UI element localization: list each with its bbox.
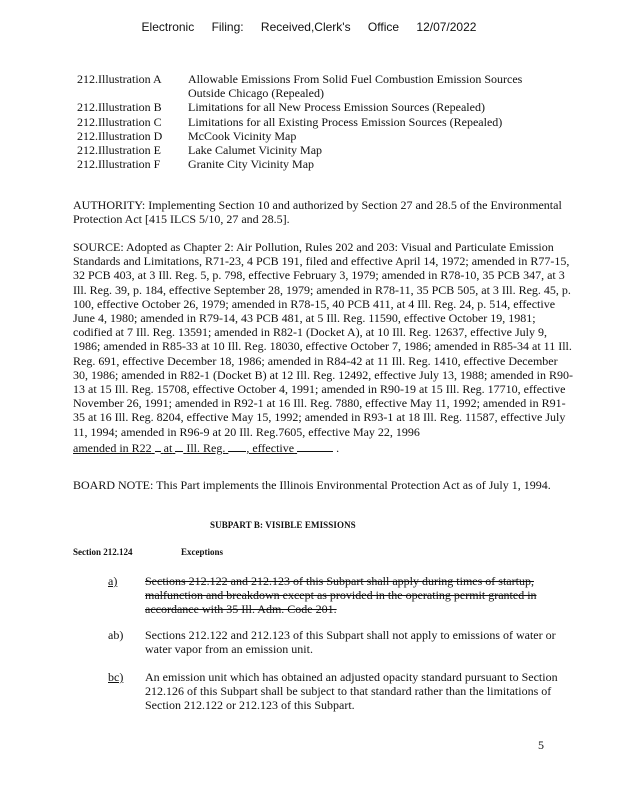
illustration-list (77, 72, 528, 171)
illustration-id: 212.Illustration D (77, 128, 163, 143)
page-number: 5 (538, 738, 544, 752)
source-paragraph (73, 240, 573, 455)
amend-at: at (163, 440, 173, 455)
illustration-row (77, 100, 528, 114)
illustration-row (77, 72, 528, 100)
section-number: Section 212.124 (73, 547, 133, 557)
illustration-row (77, 143, 528, 157)
header-label-received: Received,Clerk's (260, 20, 351, 34)
illustration-row (77, 115, 528, 129)
item-text: Sections 212.122 and 212.123 of this Subpart shall not apply to emissions of water or water vapor from an emission unit. (145, 628, 556, 657)
amend-reg: Ill. Reg. (186, 440, 226, 455)
illustration-row (77, 129, 528, 143)
board-note: BOARD NOTE: This Part implements the Illinois Environmental Protection Act as of July 1, 1994. (73, 478, 551, 492)
exception-item (108, 670, 578, 713)
illustration-row (77, 157, 528, 171)
item-text-struck: Sections 212.122 and 212.123 of this Subpart shall apply during times of startup, malfunction and breakdown except as provided in the operating permit granted in accordance with 35 Ill. Adm. Code 201. (145, 574, 537, 617)
illustration-desc: Granite City Vicinity Map (188, 157, 315, 172)
item-label: a) (108, 574, 118, 588)
exception-item (108, 574, 578, 617)
illustration-id: 212.Illustration F (77, 157, 161, 172)
header-label-office: Office (367, 20, 400, 34)
amend-blank (228, 439, 246, 452)
amend-prefix: amended in R22 (73, 440, 152, 455)
illustration-desc: Limitations for all New Process Emission Sources (Repealed) (188, 100, 485, 115)
amend-blank (297, 439, 333, 452)
illustration-id: 212.Illustration B (77, 100, 162, 115)
item-label: bc) (108, 670, 124, 684)
illustration-desc: Allowable Emissions From Solid Fuel Combustion Emission Sources Outside Chicago (Repealed) (188, 72, 523, 101)
illustration-desc: McCook Vicinity Map (188, 128, 297, 143)
authority-paragraph: AUTHORITY: Implementing Section 10 and authorized by Section 27 and 28.5 of the Environmental Protection Act [415 ILCS 5/10, 27 and 28.5]. (73, 198, 562, 227)
illustration-id: 212.Illustration E (77, 143, 161, 158)
header-label-filing: Filing: (211, 20, 244, 34)
source-history: SOURCE: Adopted as Chapter 2: Air Pollution, Rules 202 and 203: Visual and Particulate Emission Standards and Limitations, R71-23, 4 PCB 191, filed and effective April 14, 1972; amended in R77-15, 32 PCB 403, at 3 Ill. Reg. 5, p. 798, effective February 3, 1979; amended in R78-10, 35 PCB 347, at 3 Ill. Reg. 39, p. 184, effective September 28, 1979; amended in R78-11, 35 PCB 505, at 3 Ill. Reg. 45, p. 100, effective October 26, 1979; amended in R78-15, 40 PCB 411, at 4 Ill. Reg. 24, p. 514, effective June 4, 1980; amended in R79-14, 43 PCB 481, at 5 Ill. Reg. 11590, effective October 19, 1981; codified at 7 Ill. Reg. 13591; amended in R82-1 (Docket A), at 10 Ill. Reg. 12637, effective July 9, 1986; amended in R85-33 at 10 Ill. Reg. 18030, effective October 7, 1986; amended in R85-34 at 11 Ill. Reg. 691, effective December 18, 1986; amended in R84-42 at 11 Ill. Reg. 1410, effective December 30, 1986; amended in R82-1 (Docket B) at 12 Ill. Reg. 12492, effective July 13, 1988; amended in R90-13 at 15 Ill. Reg. 15708, effective October 4, 1991; amended in R90-19 at 15 Ill. Reg. 17710, effective November 26, 1991; amended in R92-1 at 16 Ill. Reg. 7880, effective May 11, 1992; amended in R91-35 at 16 Ill. Reg. 8204, effective May 15, 1992; amended in R93-1 at 18 Ill. Reg. 11587, effective July 11, 1994; amended in R96-9 at 20 Ill. Reg.7605, effective May 22, 1996 (73, 240, 574, 439)
source-amendment-line (73, 441, 333, 455)
subpart-heading: SUBPART B: VISIBLE EMISSIONS (210, 520, 356, 530)
amend-blank (155, 439, 161, 452)
amend-blank (175, 439, 183, 452)
header-date: 12/07/2022 (416, 20, 477, 34)
amend-end: . (336, 440, 340, 455)
illustration-desc: Lake Calumet Vicinity Map (188, 143, 323, 158)
item-text: An emission unit which has obtained an adjusted opacity standard pursuant to Section 212.126 of this Subpart shall be subject to that standard rather than the limitations of Section 212.122 or 212.123 of this Subpart. (145, 670, 558, 713)
filing-header (0, 20, 618, 34)
amend-effective: , effective (246, 440, 295, 455)
illustration-id: 212.Illustration C (77, 114, 162, 129)
item-label: ab) (108, 628, 124, 642)
exception-item (108, 628, 578, 656)
illustration-desc: Limitations for all Existing Process Emission Sources (Repealed) (188, 114, 503, 129)
section-title: Exceptions (181, 547, 224, 557)
header-label-electronic: Electronic (141, 20, 195, 34)
illustration-id: 212.Illustration A (77, 72, 162, 86)
